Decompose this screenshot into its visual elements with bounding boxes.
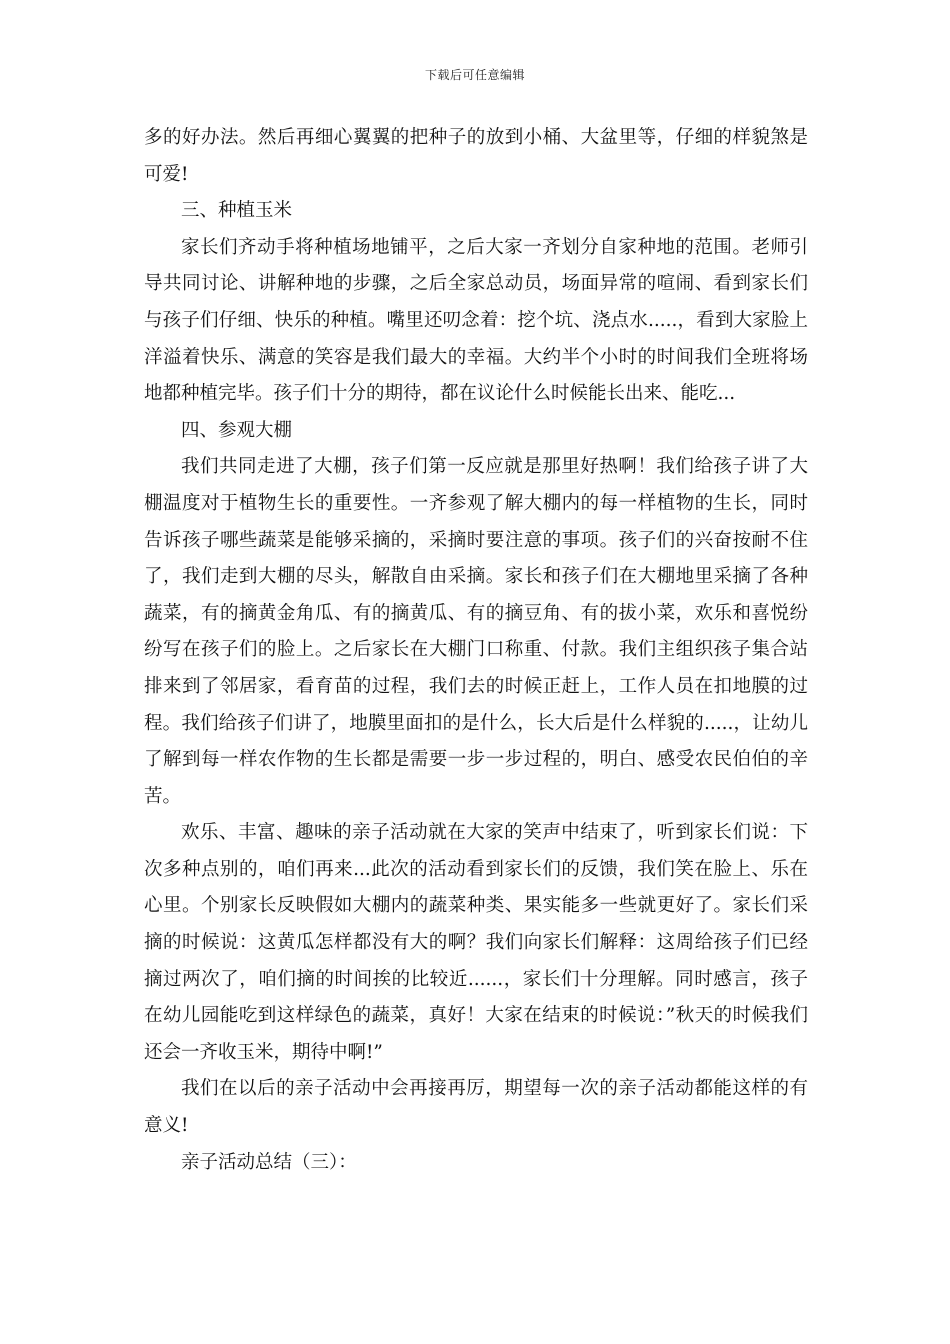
paragraph-continuation: 多的好办法。然后再细心翼翼的把种子的放到小桶、大盆里等，仔细的样貌煞是可爱!	[144, 127, 808, 185]
section-heading-greenhouse-visit: 四、参观大棚	[181, 419, 293, 441]
paragraph-closing: 我们在以后的亲子活动中会再接再厉，期望每一次的亲子活动都能这样的有意义!	[144, 1078, 808, 1137]
section-heading-planting-corn: 三、种植玉米	[181, 200, 293, 222]
paragraph-feedback: 欢乐、丰富、趣味的亲子活动就在大家的笑声中结束了，听到家长们说：下次多种点别的，咱们再来...此次的活动看到家长们的反馈，我们笑在脸上、乐在心里。个别家长反映假如大棚内的蔬菜种类、果实能多一些就更好了。家长们采摘的时候说：这黄瓜怎样都没有大的啊？我们向家长们解释：这周给孩子们已经摘过两次了，咱们摘的时间挨的比较近......，家长们十分理解。同时感言，孩子在幼儿园能吃到这样绿色的蔬菜，真好！大家在结束的时候说：”秋天的时候我们还会一齐收玉米，期待中啊!”	[144, 822, 808, 1063]
section-heading-summary-three: 亲子活动总结（三）：	[181, 1151, 357, 1173]
paragraph-greenhouse: 我们共同走进了大棚，孩子们第一反应就是那里好热啊！我们给孩子讲了大棚温度对于植物生长的重要性。一齐参观了解大棚内的每一样植物的生长，同时告诉孩子哪些蔬菜是能够采摘的，采摘时要注意的事项。孩子们的兴奋按耐不住了，我们走到大棚的尽头，解散自由采摘。家长和孩子们在大棚地里采摘了各种蔬菜，有的摘黄金角瓜、有的摘黄瓜、有的摘豆角、有的拔小菜，欢乐和喜悦纷纷写在孩子们的脸上。之后家长在大棚门口称重、付款。我们主组织孩子集合站排来到了邻居家，看育苗的过程，我们去的时候正赶上，工作人员在扣地膜的过程。我们给孩子们讲了，地膜里面扣的是什么，长大后是什么样貌的.....，让幼儿了解到每一样农作物的生长都是需要一步一步过程的，明白、感受农民伯伯的辛苦。	[144, 456, 808, 807]
document-body	[144, 120, 808, 1181]
page-header: 下载后可任意编辑	[424, 68, 525, 82]
paragraph-planting: 家长们齐动手将种植场地铺平，之后大家一齐划分自家种地的范围。老师引导共同讨论、讲解种地的步骤，之后全家总动员，场面异常的喧闹、看到家长们与孩子们仔细、快乐的种植。嘴里还叨念着：挖个坑、浇点水.....，看到大家脸上洋溢着快乐、满意的笑容是我们最大的幸福。大约半个小时的时间我们全班将场地都种植完毕。孩子们十分的期待，都在议论什么时候能长出来、能吃...	[144, 236, 808, 405]
